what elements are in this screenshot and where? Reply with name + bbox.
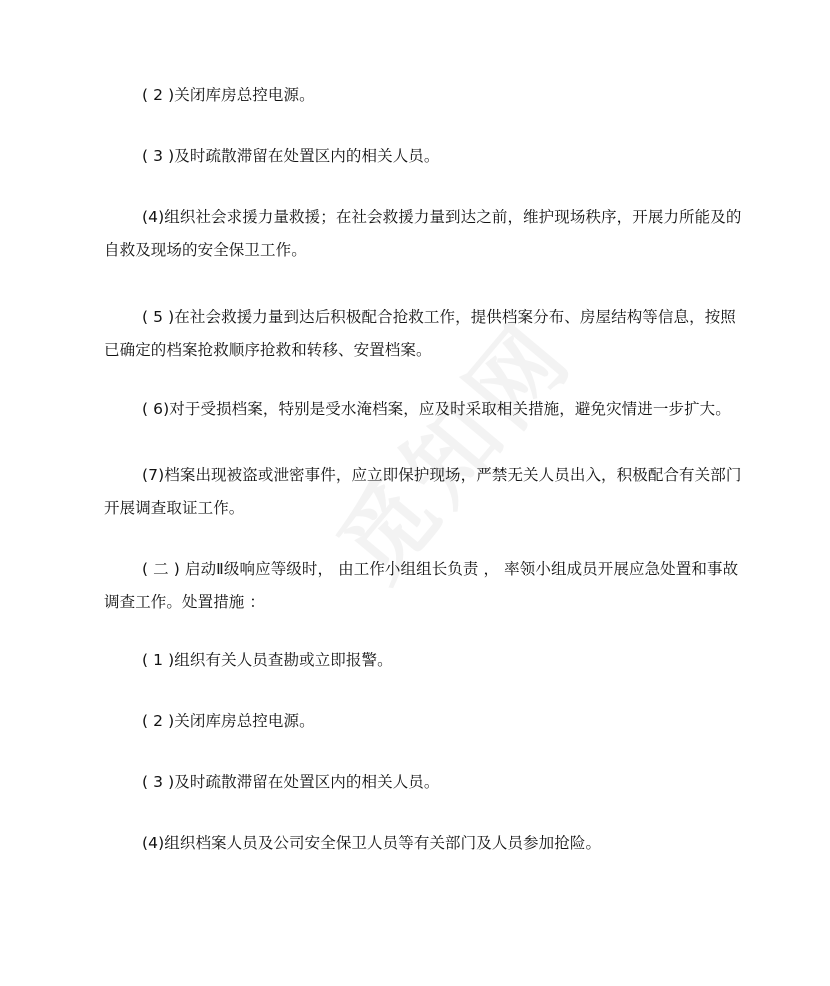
paragraph-text: ( 2 )关闭库房总控电源。: [142, 86, 315, 104]
paragraph-5-cooperate-rescue: [104, 301, 744, 367]
paragraph-text: ( 二 ) 启动Ⅱ级响应等级时， 由工作小组组长负责 ， 率领小组成员开展应急处置和事故调查工作。处置措施 ：: [104, 560, 739, 611]
paragraph-text: ( 5 )在社会救援力量到达后积极配合抢救工作，提供档案分布、房屋结构等信息，按照已确定的档案抢救顺序抢救和转移、安置档案。: [104, 308, 736, 359]
paragraph-4-organize-rescue: [104, 201, 744, 267]
paragraph-2-close-power-repeat: [104, 705, 744, 738]
paragraph-2-close-power: [104, 79, 744, 112]
paragraph-text: ( 3 )及时疏散滞留在处置区内的相关人员。: [142, 773, 440, 791]
paragraph-text: (4)组织社会求援力量救援；在社会救援力量到达之前，维护现场秩序，开展力所能及的自救及现场的安全保卫工作。: [104, 208, 742, 259]
paragraph-text: ( 6)对于受损档案，特别是受水淹档案，应及时采取相关措施，避免灾情进一步扩大。: [142, 400, 731, 418]
paragraph-level-2-response: [104, 553, 744, 619]
paragraph-text: (7)档案出现被盗或泄密事件，应立即保护现场，严禁无关人员出入，积极配合有关部门开展调查取证工作。: [104, 466, 742, 517]
paragraph-text: ( 2 )关闭库房总控电源。: [142, 712, 315, 730]
paragraph-7-theft-leak: [104, 459, 744, 525]
paragraph-text: (4)组织档案人员及公司安全保卫人员等有关部门及人员参加抢险。: [142, 834, 602, 852]
paragraph-1-report: [104, 644, 744, 677]
paragraph-3-evacuate-repeat: [104, 766, 744, 799]
paragraph-text: ( 1 )组织有关人员查勘或立即报警。: [142, 651, 393, 669]
paragraph-3-evacuate: [104, 140, 744, 173]
paragraph-text: ( 3 )及时疏散滞留在处置区内的相关人员。: [142, 147, 440, 165]
paragraph-6-damaged-archives: [104, 393, 744, 426]
paragraph-4-emergency-staff: [104, 827, 744, 860]
